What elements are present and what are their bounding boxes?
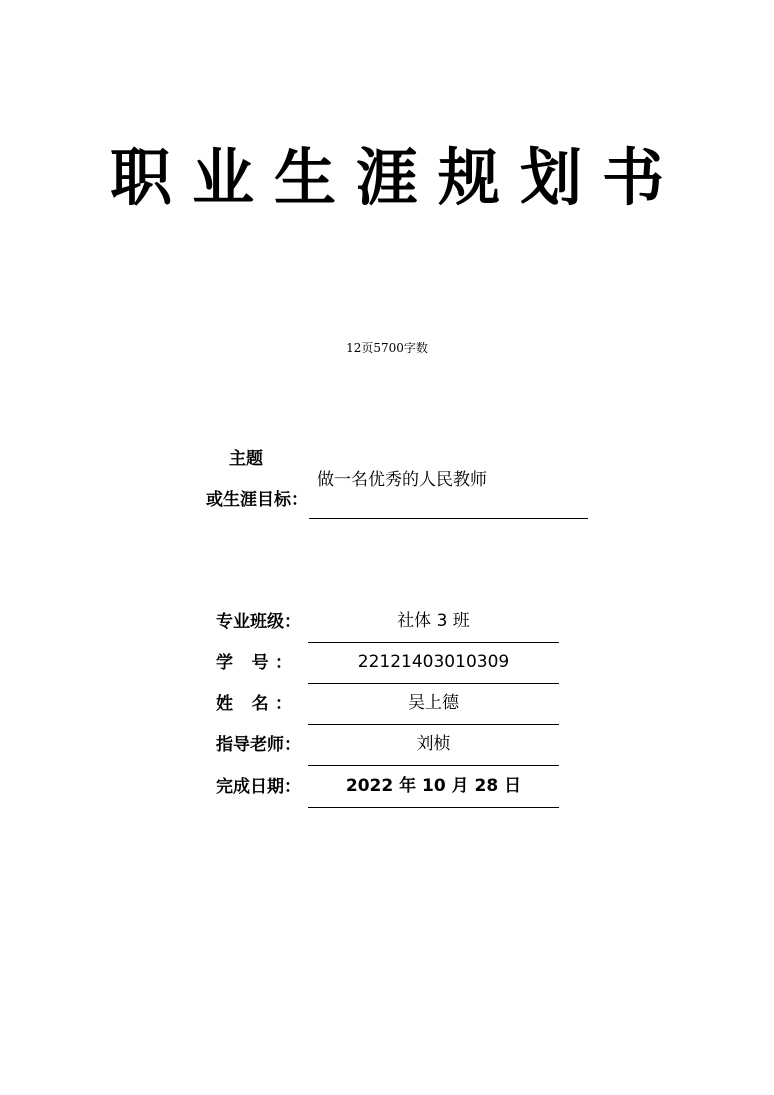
theme-label-line1: 主题: [229, 449, 263, 469]
field-value-completion-date: 2022 年 10 月 28 日: [308, 767, 559, 808]
field-label-advisor: 指导老师：: [216, 735, 301, 755]
field-row-student-id: [216, 642, 560, 684]
document-title: 职业生涯规划书: [109, 141, 684, 214]
field-label-name-a: 姓: [216, 694, 240, 714]
field-row-major-class: [216, 601, 560, 643]
field-value-advisor: 刘桢: [308, 725, 559, 766]
field-row-completion-date: [216, 766, 560, 808]
field-label-student-id-a: 学: [216, 653, 240, 673]
theme-value: 做一名优秀的人民教师: [309, 469, 588, 519]
theme-label-line2: 或生涯目标：: [206, 490, 308, 510]
field-value-major-class: 社体 3 班: [308, 602, 559, 643]
field-label-major-class: 专业班级：: [216, 612, 301, 632]
page-word-count: 12页5700字数: [346, 341, 428, 355]
field-label-student-id: [216, 652, 308, 674]
field-label-name-b: 名：: [251, 694, 292, 714]
field-value-student-id: 22121403010309: [308, 643, 559, 684]
field-row-name: [216, 683, 560, 725]
field-label-completion-date: 完成日期：: [216, 777, 301, 797]
field-value-name: 吴上德: [308, 684, 559, 725]
field-label-name: [216, 693, 308, 715]
field-row-advisor: [216, 724, 560, 766]
field-label-student-id-b: 号：: [251, 653, 292, 673]
